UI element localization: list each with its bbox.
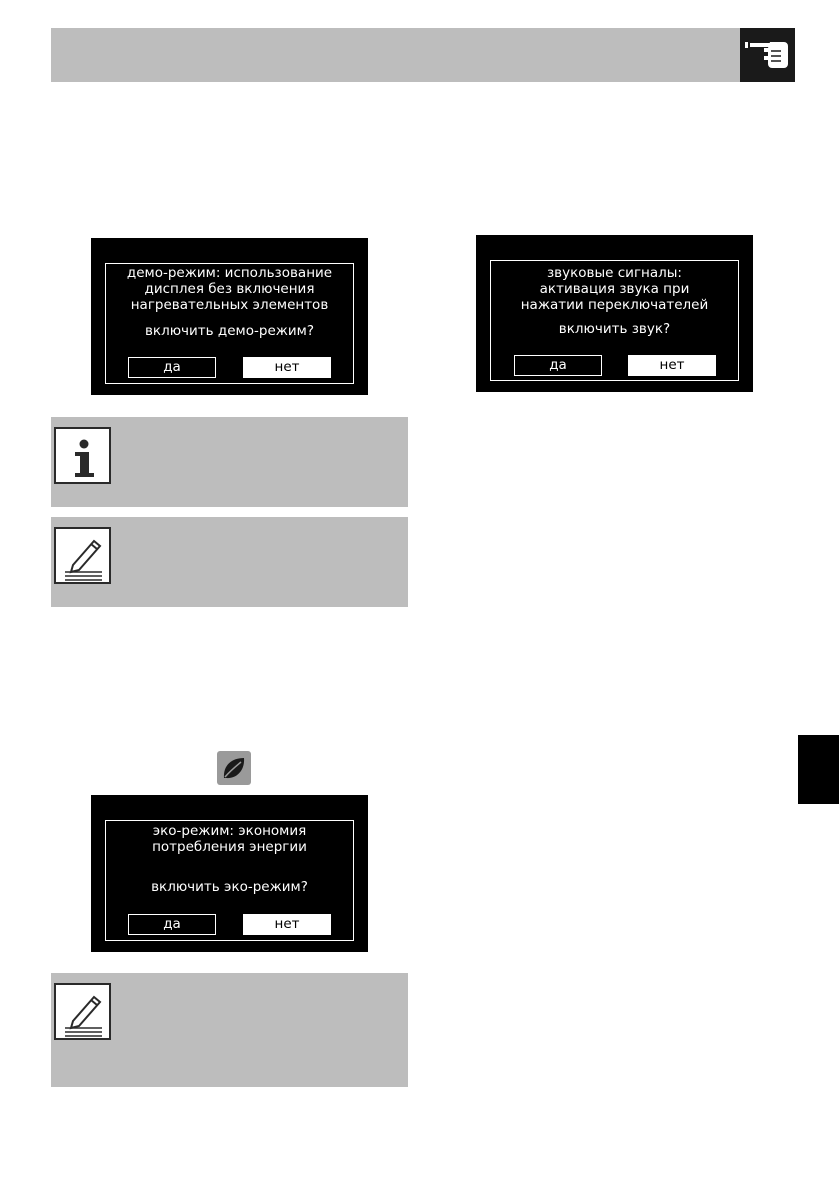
- info-icon: [54, 427, 111, 484]
- demo-yes-button[interactable]: да: [128, 357, 216, 378]
- demo-message-line-2: дисплея без включения: [144, 281, 315, 297]
- eco-question: включить эко-режим?: [151, 879, 308, 895]
- eco-yes-button[interactable]: да: [128, 914, 216, 935]
- sound-message-line-1: звуковые сигналы:: [547, 265, 682, 281]
- sound-screen: [476, 235, 753, 392]
- sound-message-line-3: нажатии переключателей: [520, 297, 709, 313]
- eco-mode-screen: [91, 795, 368, 952]
- pencil-note-box-2: [51, 973, 408, 1087]
- pencil-note-icon: [54, 983, 111, 1040]
- sound-no-button[interactable]: нет: [628, 355, 716, 376]
- section-side-tab: [798, 735, 839, 804]
- demo-no-button[interactable]: нет: [243, 357, 331, 378]
- pencil-note-icon: [54, 527, 111, 584]
- demo-message-line-1: демо-режим: использование: [126, 265, 333, 281]
- sound-question: включить звук?: [558, 321, 671, 337]
- eco-message-line-1: эко-режим: экономия: [152, 823, 307, 839]
- leaf-icon: [217, 751, 251, 785]
- eco-no-button[interactable]: нет: [243, 914, 331, 935]
- eco-message-line-2: потребления энергии: [152, 839, 307, 855]
- info-note-box: [51, 417, 408, 507]
- header-bar: [51, 28, 795, 82]
- pointing-hand-icon: [740, 28, 795, 82]
- demo-question: включить демо-режим?: [144, 323, 315, 339]
- sound-message-line-2: активация звука при: [539, 281, 690, 297]
- demo-message-line-3: нагревательных элементов: [130, 297, 329, 313]
- demo-mode-screen: [91, 238, 368, 395]
- pencil-note-box-1: [51, 517, 408, 607]
- sound-yes-button[interactable]: да: [514, 355, 602, 376]
